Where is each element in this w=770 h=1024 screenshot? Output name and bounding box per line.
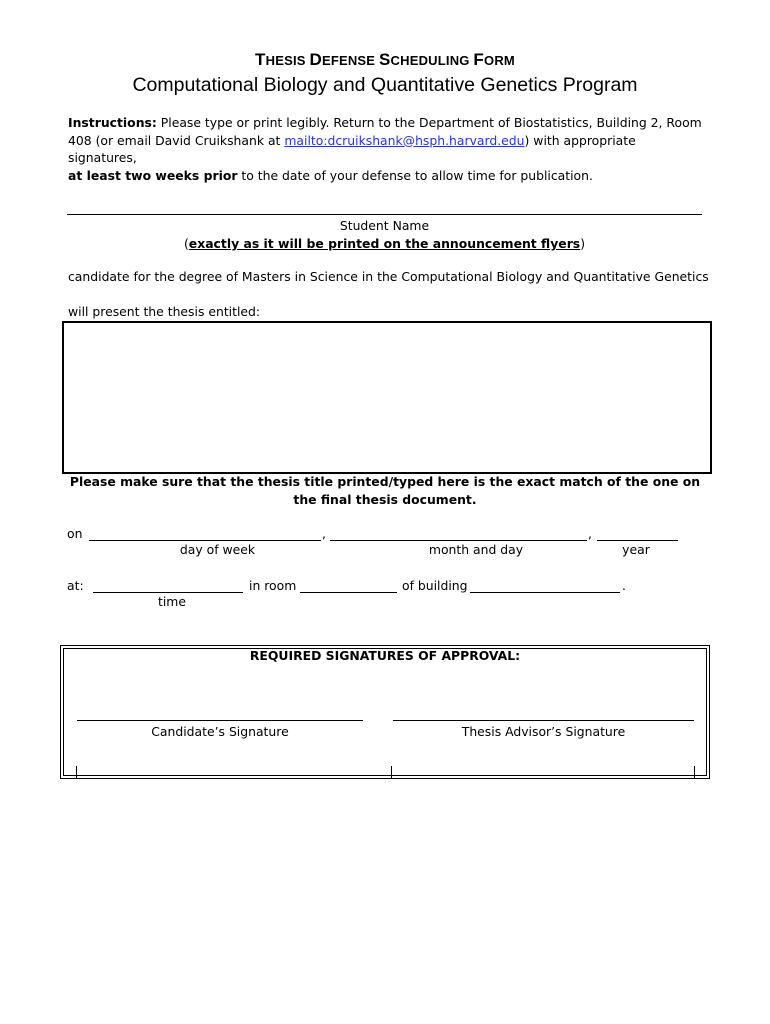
note-paren: ) [580,236,586,251]
on-label: on [67,526,83,541]
title-segment: ORM [484,53,515,68]
title-segment: T [255,50,266,69]
candidate-signature-label: Candidate’s Signature [151,724,289,739]
thesis-title-box[interactable] [62,321,712,474]
month-day-label: month and day [428,542,524,557]
building-field[interactable] [470,592,620,593]
instructions-label: Instructions: [68,115,157,130]
student-name-note-text: exactly as it will be printed on the announcement flyers [188,236,581,251]
advisor-signature-label: Thesis Advisor’s Signature [461,724,626,739]
candidate-signature-field[interactable] [77,720,363,721]
of-building-label: of building [402,578,468,593]
box-divider-tick [76,766,77,778]
title-segment: CHEDULING [390,53,474,68]
student-name-field[interactable] [67,214,702,215]
time-label: time [158,594,186,609]
signatures-box [60,645,710,779]
deadline-emphasis: at least two weeks prior [68,167,238,183]
program-subtitle: Computational Biology and Quantitative Genetics Program [132,74,638,96]
title-segment: HESIS [265,53,310,68]
instructions-text: Please type or print legibly. Return to the Department of Biostatistics, Building 2, Room 408 (or email David Cruikshank at [68,115,702,148]
instructions-paragraph [68,114,708,184]
comma: , [322,526,326,541]
title-segment: F [473,50,485,69]
student-name-note [67,236,702,251]
period: . [622,578,626,593]
at-label: at: [67,578,84,593]
day-of-week-label: day of week [179,542,256,557]
day-of-week-field[interactable] [89,540,321,541]
title-segment: D [309,50,322,69]
thesis-label: will present the thesis entitled: [68,304,261,319]
year-field[interactable] [597,540,678,541]
form-title [0,50,770,70]
time-field[interactable] [93,592,243,593]
box-divider-tick [391,766,392,778]
advisor-signature-field[interactable] [393,720,694,721]
comma: , [588,526,592,541]
title-segment: S [378,50,391,69]
in-room-label: in room [249,578,297,593]
year-label: year [622,542,650,557]
instructions-text: ) with appropriate signatures, [68,132,636,165]
thesis-warning: Please make sure that the thesis title printed/typed here is the exact match of the one on the final thesis document. [69,474,701,507]
instructions-text: to the date of your defense to allow time for publication. [237,167,593,183]
note-paren: ( [183,236,189,251]
box-divider-tick [694,766,695,778]
room-field[interactable] [300,592,397,593]
signatures-heading: REQUIRED SIGNATURES OF APPROVAL: [249,648,521,663]
month-day-field[interactable] [330,540,587,541]
degree-text: candidate for the degree of Masters in Science in the Computational Biology and Quantitative Genetics [68,269,709,284]
email-link[interactable]: mailto:dcruikshank@hsph.harvard.edu [284,132,525,148]
title-segment: EFENSE [321,53,379,68]
student-name-label: Student Name [339,218,430,233]
